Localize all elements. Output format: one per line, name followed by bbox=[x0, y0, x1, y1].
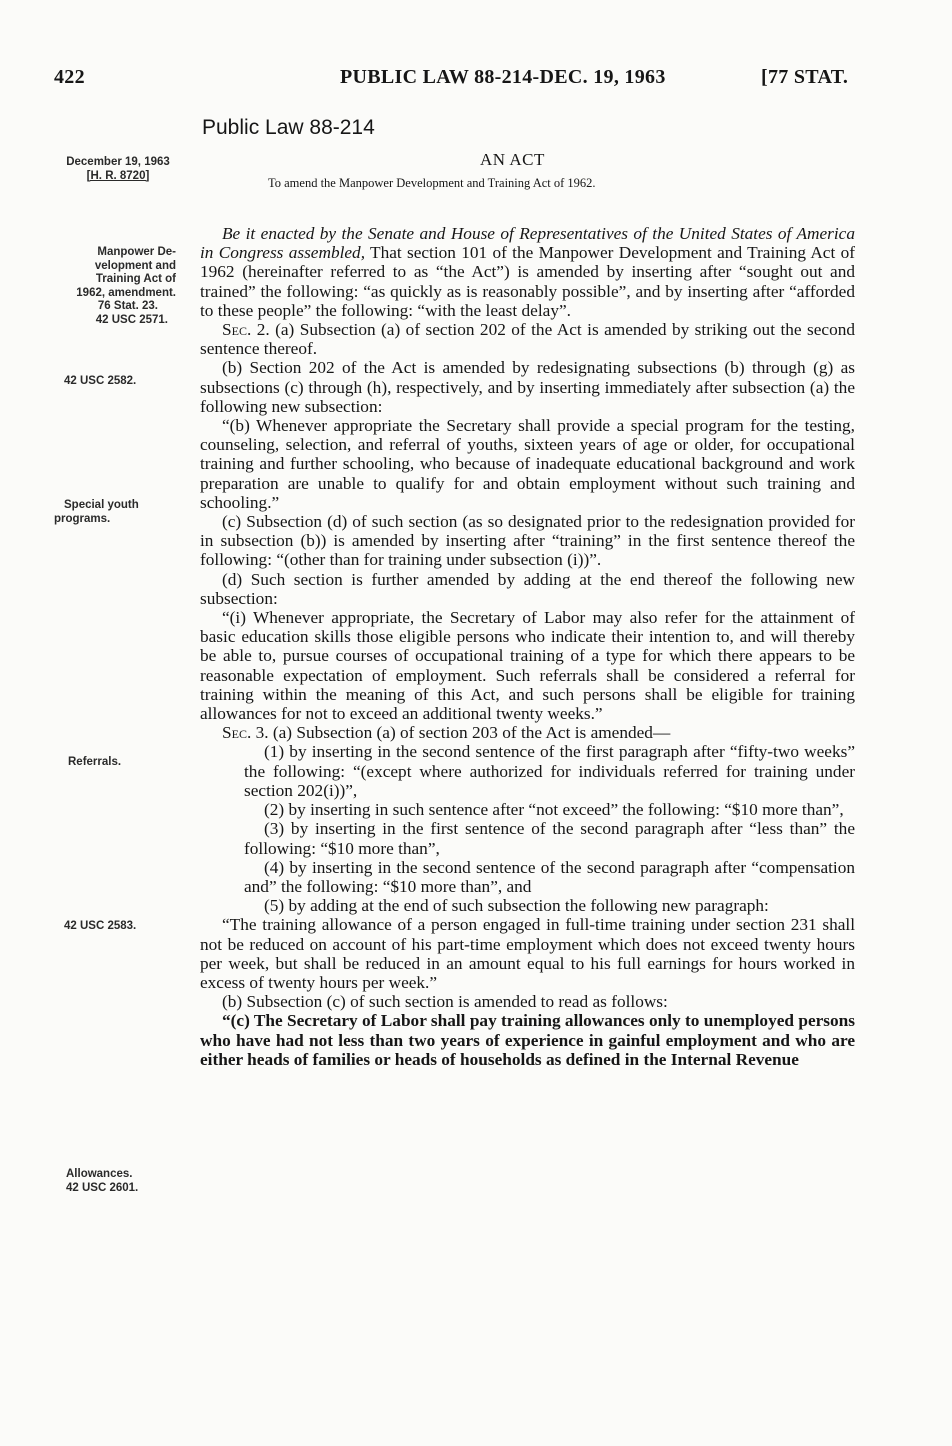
list-item bbox=[200, 819, 855, 857]
act-heading: AN ACT bbox=[480, 150, 545, 169]
volume-label: [77 STAT. bbox=[761, 66, 849, 88]
margin-line: 1962, amendment. bbox=[76, 286, 176, 299]
margin-note-special-youth bbox=[54, 499, 204, 526]
page-number: 422 bbox=[54, 66, 85, 88]
list-item-text: (5) by adding at the end of such subsection the following new paragraph: bbox=[264, 896, 769, 916]
margin-line: 42 USC 2571. bbox=[95, 313, 168, 326]
margin-line: Allowances. bbox=[66, 1168, 133, 1180]
list-item-text: (2) by inserting in such sentence after “not exceed” the following: “$10 more than”, bbox=[264, 800, 844, 820]
margin-line: Special youth bbox=[64, 499, 139, 511]
list-item-text: (4) by inserting in the second sentence of the second paragraph after “compensation and” the following: “$10 more than”, and bbox=[244, 857, 855, 896]
list-item-text: (3) by inserting in the first sentence of the second paragraph after “less than” the following: “$10 more than”, bbox=[244, 819, 855, 858]
act-description: To amend the Manpower Development and Training Act of 1962. bbox=[268, 176, 596, 190]
margin-note-usc-2582: 42 USC 2582. bbox=[64, 375, 137, 387]
body-text bbox=[200, 224, 855, 1069]
paragraph: (b) Subsection (c) of such section is amended to read as follows: bbox=[222, 992, 668, 1012]
paragraph-text: (a) Subsection (a) of section 203 of the Act is amended— bbox=[268, 723, 671, 743]
section-label: Sec. 2. bbox=[222, 320, 270, 340]
paragraph: (b) Section 202 of the Act is amended by redesignating subsections (b) through (g) as subsections (c) through (h), respectively, and by inserting immediately after subsection (a) the following new subsection: bbox=[200, 358, 855, 416]
enactment-date: December 19, 1963 bbox=[66, 156, 170, 168]
paragraph-sec-3 bbox=[200, 723, 855, 742]
margin-line: velopment and bbox=[94, 259, 176, 272]
paragraph-text: That section 101 of the Manpower Development and Training Act of 1962 (hereinafter referred to as “the Act”) is amended by inserting after “sought out and trained” the following: “as quickly as is reasonably possible”, and by inserting after “afforded to these people” the following: “with the least delay”. bbox=[200, 243, 855, 320]
margin-line: 76 Stat. 23. bbox=[97, 300, 158, 312]
list-item-text: (1) by inserting in the second sentence of the first paragraph after “fifty-two weeks” the following: “(except where authorized for individuals referred for training under section 202(i))”, bbox=[244, 742, 855, 800]
running-title: PUBLIC LAW 88-214-DEC. 19, 1963 bbox=[340, 66, 666, 88]
enacting-clause: Be it enacted by the Senate and House of Representatives of the United States of America in Congress assembled, bbox=[200, 224, 855, 263]
paragraph: (c) Subsection (d) of such section (as so designated prior to the redesignation provided for in subsection (b)) is amended by inserting after “training” in the first sentence thereof the following: “(other than for training under subsection (i))”. bbox=[200, 512, 855, 570]
margin-note-date bbox=[44, 156, 192, 183]
margin-note-usc-2583: 42 USC 2583. bbox=[64, 920, 137, 932]
list-item bbox=[200, 858, 855, 896]
paragraph: “(i) Whenever appropriate, the Secretary of Labor may also refer for the attainment of basic education skills those eligible persons who indicate their intention to, and will thereby be able to, pursue courses of occupational training of a type for which there appears to be reasonable expectation of employment. Such referrals shall be considered a referral for training within the meaning of this Act, and such persons shall be eligible for training allowances for not to exceed an additional twenty weeks.” bbox=[200, 608, 855, 724]
paragraph-sec-2 bbox=[200, 320, 855, 358]
margin-line: Training Act of bbox=[95, 273, 176, 285]
margin-line: programs. bbox=[54, 512, 111, 525]
paragraph: “The training allowance of a person engaged in full-time training under section 231 shall not be reduced on account of his part-time employment which does not exceed twenty hours per week, but shall be reduced in an amount equal to his full earnings for hours worked in excess of twenty hours per week.” bbox=[200, 915, 855, 992]
margin-line: Manpower De- bbox=[97, 246, 176, 258]
margin-note-amendment bbox=[36, 246, 176, 327]
paragraph: (d) Such section is further amended by adding at the end thereof the following new subsection: bbox=[200, 569, 855, 608]
margin-note-allowances bbox=[66, 1168, 206, 1195]
list-item bbox=[200, 896, 855, 915]
list-item bbox=[200, 742, 855, 800]
margin-note-referrals: Referrals. bbox=[68, 756, 122, 768]
paragraph-text: (a) Subsection (a) of section 202 of the Act is amended by striking out the second sentence thereof. bbox=[200, 320, 855, 359]
paragraph: “(b) Whenever appropriate the Secretary shall provide a special program for the testing, counseling, selection, and referral of youths, sixteen years of age or older, for occupational training and further schooling, who because of inadequate educational background and work preparation are unable to qualify for and obtain employment without such training and schooling.” bbox=[200, 416, 855, 512]
bill-number: [H. R. 8720] bbox=[86, 169, 150, 182]
margin-line: 42 USC 2601. bbox=[66, 1181, 139, 1194]
law-title: Public Law 88-214 bbox=[202, 116, 375, 139]
paragraph: “(c) The Secretary of Labor shall pay training allowances only to unemployed persons who have had not less than two years of experience in gainful employment and who are either heads of families or heads of households as defined in the Internal Revenue bbox=[200, 1011, 855, 1069]
paragraph-enacting-clause bbox=[200, 224, 855, 320]
list-item bbox=[200, 800, 855, 819]
section-label: Sec. 3. bbox=[222, 723, 269, 743]
